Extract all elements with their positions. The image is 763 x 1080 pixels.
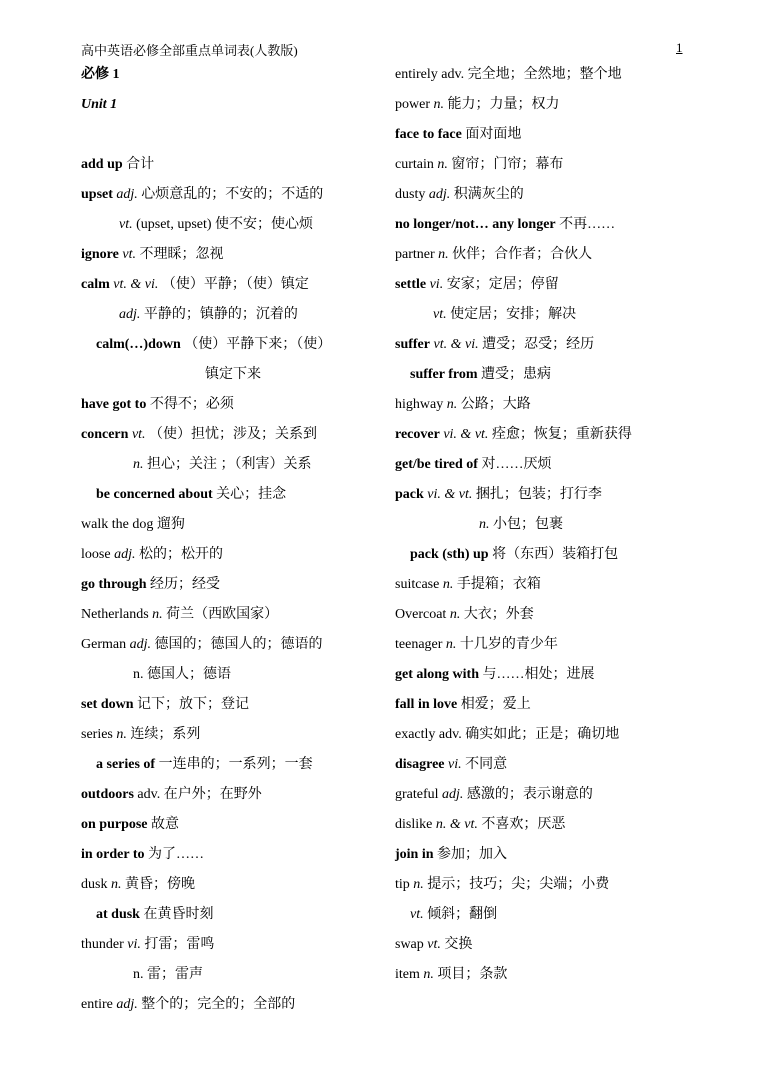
vocab-entry: [395, 540, 695, 570]
vocab-entry: [81, 390, 381, 420]
vocab-entry: [395, 630, 695, 660]
entry-text: 遭受；患病: [477, 367, 552, 382]
vocab-entry: [81, 570, 381, 600]
entry-text: n.: [439, 577, 454, 592]
vocab-entry: [395, 510, 695, 540]
vocab-entry: [395, 60, 695, 90]
entry-text: 痊愈；恢复；重新获得: [488, 427, 632, 442]
vocab-entry: [395, 360, 695, 390]
vocab-entry: [81, 60, 381, 90]
entry-term: power: [395, 97, 430, 112]
vocab-entry: [395, 150, 695, 180]
vocab-entry: [81, 540, 381, 570]
vocab-entry: [81, 300, 381, 330]
entry-term: dislike: [395, 817, 433, 832]
entry-text: vt.: [128, 427, 146, 442]
entry-term: swap: [395, 937, 424, 952]
entry-term: disagree: [395, 757, 445, 772]
entry-text: adj.: [126, 637, 151, 652]
entry-term: partner: [395, 247, 435, 262]
vocab-entry: [395, 660, 695, 690]
entry-text: 德国的；德国人的；德语的: [150, 637, 323, 652]
vocab-entry: [395, 690, 695, 720]
vocab-entry: [395, 840, 695, 870]
entry-text: 松的；松开的: [135, 547, 223, 562]
vocab-entry: [395, 120, 695, 150]
entry-term: German: [81, 637, 127, 652]
entry-text: vi. & vt.: [423, 487, 473, 502]
vocab-entry: [81, 900, 381, 930]
entry-text: 伙伴；合作者；合伙人: [448, 247, 593, 262]
vocab-entry: [81, 120, 381, 150]
entry-text: n. & vt.: [432, 817, 478, 832]
entry-text: 担心；关注 ；（利害）关系: [143, 457, 312, 472]
vocab-entry: [395, 930, 695, 960]
vocab-entry: [395, 780, 695, 810]
entry-term: be concerned about: [96, 487, 213, 502]
vocab-entry: [395, 270, 695, 300]
entry-term: add up: [81, 157, 123, 172]
entry-text: vt. & vi.: [109, 277, 159, 292]
entry-term: entirely: [395, 67, 438, 82]
entry-text: 使定居；安排；解决: [446, 307, 577, 322]
entry-text: vi.: [426, 277, 444, 292]
entry-text: adv. 确实如此；正是；确切地: [435, 727, 620, 742]
entry-text: 记下；放下；登记: [133, 697, 250, 712]
entry-text: n.: [419, 967, 434, 982]
entry-term: concern: [81, 427, 129, 442]
vocab-entry: [395, 600, 695, 630]
entry-text: vi. & vt.: [439, 427, 489, 442]
entry-text: 窗帘；门帘；幕布: [447, 157, 564, 172]
vocab-entry: [81, 660, 381, 690]
entry-text: 对……厌烦: [477, 457, 552, 472]
page-number: 1: [676, 40, 683, 55]
entry-term: calm: [81, 277, 110, 292]
entry-text: 平静的；镇静的；沉着的: [140, 307, 298, 322]
entry-text: 打雷；雷鸣: [140, 937, 215, 952]
entry-term: loose: [81, 547, 111, 562]
entry-term: at dusk: [96, 907, 140, 922]
entry-text: 整个的；完全的；全部的: [137, 997, 296, 1012]
entry-term: suffer from: [410, 367, 478, 382]
vocab-entry: [81, 450, 381, 480]
entry-term: 必修 1: [81, 67, 120, 82]
vocab-entry: [81, 90, 381, 120]
vocab-entry: [395, 210, 695, 240]
entry-text: n.: [148, 607, 163, 622]
vocab-entry: [395, 330, 695, 360]
vocab-entry: [81, 150, 381, 180]
entry-term: Overcoat: [395, 607, 447, 622]
entry-term: dusty: [395, 187, 426, 202]
vocab-entry: [81, 270, 381, 300]
entry-term: n.: [479, 517, 490, 532]
entry-term: walk the dog: [81, 517, 154, 532]
entry-text: 故意: [147, 817, 180, 832]
entry-term: face to face: [395, 127, 462, 142]
vocab-entry: [81, 840, 381, 870]
entry-text: 不理睬；忽视: [135, 247, 224, 262]
entry-term: n.: [133, 667, 144, 682]
entry-text: n.: [434, 247, 449, 262]
entry-text: 经历；经受: [146, 577, 220, 592]
vocab-entry: [81, 510, 381, 540]
vocab-entry: [395, 420, 695, 450]
entry-text: 德国人；德语: [143, 667, 231, 682]
entry-term: have got to: [81, 397, 147, 412]
entry-term: get along with: [395, 667, 479, 682]
entry-text: vt.: [423, 937, 441, 952]
entry-text: 雷；雷声: [143, 967, 203, 982]
entry-text: 十几岁的青少年: [456, 637, 558, 652]
entry-term: tip: [395, 877, 410, 892]
entry-text: 公路；大路: [457, 397, 531, 412]
entry-text: 小包；包裹: [489, 517, 563, 532]
vocab-entry: [81, 360, 381, 390]
entry-text: （使）担忧；涉及；关系到: [145, 427, 318, 442]
entry-text: 不喜欢；厌恶: [477, 817, 566, 832]
entry-term: item: [395, 967, 420, 982]
entry-text: n.: [442, 637, 457, 652]
entry-term: in order to: [81, 847, 145, 862]
entry-text: n.: [430, 97, 444, 112]
entry-term: upset: [81, 187, 113, 202]
entry-text: 交换: [440, 937, 473, 952]
entry-text: n.: [446, 607, 461, 622]
entry-term: grateful: [395, 787, 439, 802]
vocab-entry: [81, 690, 381, 720]
entry-term: 镇定下来: [205, 367, 261, 382]
entry-text: 积满灰尘的: [450, 187, 524, 202]
vocab-entry: [81, 240, 381, 270]
entry-text: 不同意: [461, 757, 508, 772]
entry-text: 面对面地: [461, 127, 522, 142]
entry-term: set down: [81, 697, 134, 712]
entry-text: n.: [409, 877, 424, 892]
vocab-entry: [81, 330, 381, 360]
entry-text: 倾斜；翻倒: [423, 907, 498, 922]
entry-text: adv. 在户外；在野外: [133, 787, 262, 802]
entry-term: fall in love: [395, 697, 458, 712]
entry-text: 相爱；爱上: [457, 697, 531, 712]
entry-term: n.: [133, 457, 144, 472]
vocab-entry: [395, 90, 695, 120]
entry-text: （使）平静下来；（使）: [180, 337, 332, 352]
vocab-entry: [395, 300, 695, 330]
vocab-entry: [395, 180, 695, 210]
vocab-entry: [395, 870, 695, 900]
entry-term: ignore: [81, 247, 119, 262]
entry-text: 项目；条款: [433, 967, 508, 982]
entry-text: 连续；系列: [126, 727, 201, 742]
vocabulary-column-right: [395, 60, 695, 990]
entry-term: Netherlands: [81, 607, 149, 622]
entry-term: exactly: [395, 727, 436, 742]
entry-text: 合计: [122, 157, 155, 172]
entry-text: 心烦意乱的；不安的；不适的: [137, 187, 324, 202]
entry-text: 不再……: [555, 217, 616, 232]
entry-term: dusk: [81, 877, 108, 892]
entry-text: n.: [433, 157, 448, 172]
entry-term: outdoors: [81, 787, 134, 802]
entry-text: vt. & vi.: [430, 337, 479, 352]
vocab-entry: [81, 720, 381, 750]
entry-text: 与……相处；进展: [479, 667, 595, 682]
entry-text: 将（东西）装箱打包: [488, 547, 619, 562]
vocab-entry: [81, 480, 381, 510]
entry-text: 捆扎；包装；打行李: [472, 487, 602, 502]
vocab-entry: [81, 780, 381, 810]
entry-term: n.: [133, 967, 144, 982]
entry-term: settle: [395, 277, 427, 292]
vocab-entry: [81, 600, 381, 630]
vocab-entry: [395, 570, 695, 600]
vocab-entry: [395, 960, 695, 990]
entry-text: adj.: [110, 547, 136, 562]
entry-text: adj.: [438, 787, 464, 802]
entry-text: adv. 完全地；全然地；整个地: [437, 67, 622, 82]
entry-text: 安家；定居；停留: [443, 277, 559, 292]
entry-text: (upset, upset) 使不安；使心烦: [132, 217, 314, 232]
vocab-entry: [395, 750, 695, 780]
entry-term: series: [81, 727, 113, 742]
vocab-entry: [81, 930, 381, 960]
entry-term: get/be tired of: [395, 457, 478, 472]
entry-text: vi.: [444, 757, 462, 772]
entry-term: curtain: [395, 157, 434, 172]
vocab-entry: [81, 990, 381, 1020]
entry-text: 黄昏；傍晚: [121, 877, 195, 892]
entry-text: 提示；技巧；尖；尖端；小费: [423, 877, 610, 892]
entry-text: 一连串的；一系列；一套: [155, 757, 313, 772]
vocab-entry: [395, 450, 695, 480]
vocab-entry: [81, 630, 381, 660]
entry-text: 荷兰（西欧国家）: [162, 607, 279, 622]
entry-text: adj.: [425, 187, 451, 202]
document-header-title: 高中英语必修全部重点单词表(人教版): [81, 43, 298, 58]
entry-text: 手提箱；衣箱: [453, 577, 541, 592]
vocab-entry: [81, 810, 381, 840]
entry-text: vi.: [123, 937, 141, 952]
vocab-entry: [81, 180, 381, 210]
vocab-entry: [395, 390, 695, 420]
vocab-entry: [395, 240, 695, 270]
entry-text: 关心；挂念: [212, 487, 287, 502]
vocab-entry: [395, 900, 695, 930]
entry-term: thunder: [81, 937, 124, 952]
entry-term: go through: [81, 577, 147, 592]
entry-term: suitcase: [395, 577, 440, 592]
entry-term: highway: [395, 397, 444, 412]
entry-term: pack: [395, 487, 424, 502]
vocab-entry: [395, 720, 695, 750]
entry-term: suffer: [395, 337, 430, 352]
entry-term: no longer/not… any longer: [395, 217, 556, 232]
entry-term: Unit 1: [81, 97, 118, 112]
entry-term: vt.: [433, 307, 447, 322]
entry-text: （使）平静；（使）镇定: [158, 277, 309, 292]
entry-term: vt.: [410, 907, 424, 922]
entry-text: n.: [112, 727, 127, 742]
vocab-entry: [81, 210, 381, 240]
entry-text: adj.: [112, 997, 138, 1012]
vocab-entry: [81, 750, 381, 780]
entry-term: on purpose: [81, 817, 148, 832]
entry-text: n.: [107, 877, 122, 892]
entry-text: 遭受；忍受；经历: [478, 337, 595, 352]
vocab-entry: [81, 960, 381, 990]
entry-term: a series of: [96, 757, 156, 772]
entry-text: 参加；加入: [433, 847, 508, 862]
entry-term: join in: [395, 847, 434, 862]
entry-term: calm(…)down: [96, 337, 181, 352]
vocab-entry: [395, 810, 695, 840]
entry-text: 大衣；外套: [460, 607, 534, 622]
vocabulary-column-left: [81, 60, 381, 1020]
entry-term: recover: [395, 427, 440, 442]
entry-term: adj.: [119, 307, 141, 322]
entry-text: 不得不；必须: [146, 397, 234, 412]
entry-text: vt.: [118, 247, 136, 262]
entry-text: 能力；力量；权力: [444, 97, 560, 112]
entry-text: n.: [443, 397, 458, 412]
entry-text: 感激的；表示谢意的: [463, 787, 593, 802]
entry-text: 为了……: [144, 847, 205, 862]
vocab-entry: [81, 870, 381, 900]
entry-term: teenager: [395, 637, 443, 652]
entry-term: pack (sth) up: [410, 547, 489, 562]
entry-text: adj.: [112, 187, 138, 202]
vocab-entry: [81, 420, 381, 450]
entry-text: 在黄昏时刻: [139, 907, 214, 922]
entry-text: 遛狗: [153, 517, 185, 532]
entry-term: vt.: [119, 217, 133, 232]
entry-term: entire: [81, 997, 113, 1012]
vocab-entry: [395, 480, 695, 510]
